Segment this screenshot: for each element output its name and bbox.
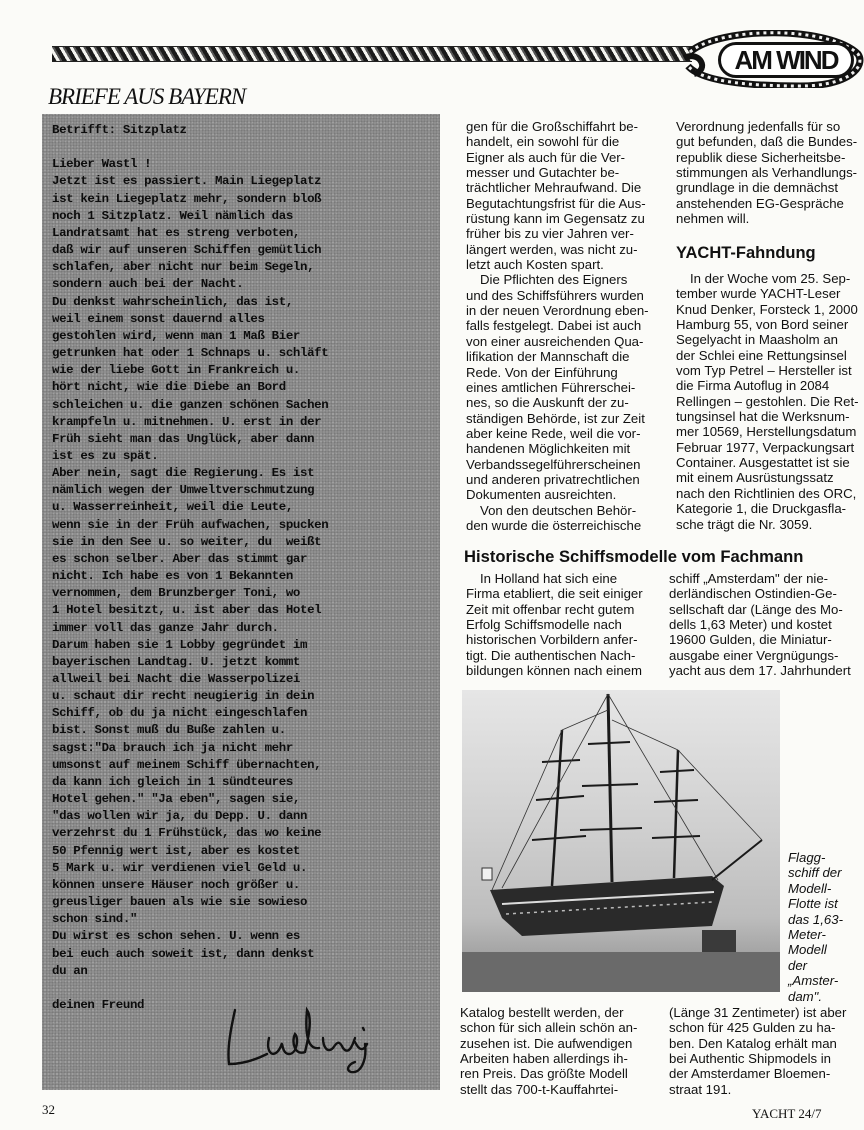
letter-line: 50 Pfennig wert ist, aber es kostet — [52, 843, 300, 858]
caption-line: Modell — [788, 942, 827, 958]
text-line: trächtlicher Mehraufwand. Die — [466, 180, 642, 196]
letter-line: allweil bei Nacht die Wasserpolizei — [52, 672, 300, 686]
text-line: von einer ausreichenden Qua- — [466, 333, 644, 349]
text-line: den wurde die österreichische — [466, 517, 642, 533]
letter-line: wenn sie in der Früh aufwachen, spucken — [52, 517, 329, 532]
text-line: tember wurde YACHT-Leser — [676, 286, 841, 302]
letter-line: Du wirst es schon sehen. U. wenn es — [52, 929, 300, 944]
text-line: die Firma Autoflug in 2084 — [676, 378, 830, 394]
text-line: schon für sich allein schön an- — [460, 1020, 638, 1036]
text-line: und anderen privatrechtlichen — [466, 471, 640, 487]
letter-line: u. schaut dir recht neugierig in dein — [52, 689, 315, 704]
signature-icon — [215, 998, 375, 1078]
text-line: bei Authentic Shipmodels in — [669, 1051, 832, 1067]
letter-line: 1 Hotel besitzt, u. ist aber das Hotel — [52, 603, 322, 618]
fahndung-text — [676, 271, 864, 532]
letter-line: nämlich wegen der Umweltverschmutzung — [52, 483, 315, 498]
text-line: grundlage in die demnächst — [676, 180, 839, 196]
text-line: handenen Möglichkeiten mit — [466, 441, 631, 457]
letter-line: weil einem sonst dauernd alles — [52, 311, 265, 326]
text-line: zusehen ist. Die aufwendigen — [460, 1035, 633, 1051]
am-wind-badge: AM WIND — [718, 42, 854, 78]
text-line: handelt, ein sowohl für die — [466, 134, 620, 150]
letter-line — [52, 980, 434, 997]
caption-line: Meter- — [788, 927, 826, 943]
letter-line: schon sind." — [52, 912, 138, 927]
letter-line: vernommen, dem Brunzberger Toni, wo — [52, 586, 300, 601]
letter-line: gestohlen wird, wenn man 1 Maß Bier — [52, 328, 300, 343]
text-line: ständigen Behörde, ist zur Zeit — [466, 410, 645, 426]
text-line: yacht aus dem 17. Jahrhundert — [669, 663, 851, 679]
letter-line — [52, 139, 434, 156]
text-line: Februar 1977, Verpackungsart — [676, 439, 855, 455]
text-line: mer 10569, Herstellungsdatum — [676, 424, 857, 440]
letter-line: können unsere Häuser noch größer u. — [52, 877, 300, 892]
text-line: schon für 425 Gulden zu ha- — [669, 1020, 836, 1036]
text-line: sellschaft dar (Länge des Mo- — [669, 601, 843, 617]
text-line: ausgabe einer Vergnügungs- — [669, 647, 839, 663]
text-line: Erfolg Schiffsmodelle nach — [466, 617, 622, 633]
letter-line: sondern auch bei der Nacht. — [52, 277, 244, 292]
letter-line: nicht. Ich habe es von 1 Bekannten — [52, 569, 293, 584]
text-line: Knud Denker, Forsteck 1, 2000 — [676, 301, 858, 317]
letter-line: daß wir auf unseren Schiffen gemütlich — [52, 243, 322, 258]
text-line: vom Typ Petrel – Hersteller ist — [676, 363, 852, 379]
letter-line: "das wollen wir ja, du Depp. U. dann — [52, 809, 308, 824]
text-line: Arbeiten haben allerdings ih- — [460, 1051, 628, 1067]
text-line: anstehenden EG-Gespräche — [676, 195, 844, 211]
fahndung-heading: YACHT-Fahndung — [676, 244, 816, 262]
rope-banner — [52, 46, 692, 62]
text-line: derländischen Ostindien-Ge- — [669, 586, 837, 602]
text-line: tungsinsel hat die Werksnum- — [676, 409, 850, 425]
letter-line: 5 Mark u. wir verdienen viel Geld u. — [52, 860, 308, 875]
letter-line: Betrifft: Sitzplatz — [52, 123, 187, 137]
text-line: aber keine Rede, weil die vor- — [466, 425, 641, 441]
letter-line: bayerischen Landtag. U. jetzt kommt — [52, 654, 300, 669]
text-line: nach den Richtlinien des ORC, — [676, 485, 857, 501]
text-line: Dokumenten ausreichten. — [466, 487, 617, 503]
letter-line: es schon selber. Aber das stimmt gar — [52, 551, 308, 566]
letter-line: Du denkst wahrscheinlich, das ist, — [52, 294, 293, 309]
text-line: sche trägt die Nr. 3059. — [676, 516, 813, 532]
letter-line: umsonst auf meinem Schiff übernachten, — [52, 757, 322, 772]
letter-line: du an — [52, 963, 88, 978]
ship-model-icon — [462, 690, 780, 992]
text-line: längert werden, was nicht zu- — [466, 241, 638, 257]
caption-line: das 1,63- — [788, 911, 843, 927]
text-line: und des Schiffsführers wurden — [466, 287, 644, 303]
letter-line: u. Wasserreinheit, weil die Leute, — [52, 500, 293, 515]
text-line: Eigner als auch für die Ver- — [466, 149, 626, 165]
typewritten-letter — [42, 114, 440, 1090]
caption-line: Flagg- — [788, 850, 826, 865]
text-line: Rellingen – gestohlen. Die Ret- — [676, 393, 859, 409]
text-line: schiff „Amsterdam" der nie- — [669, 571, 829, 586]
text-line: Verordnung jedenfalls für so — [676, 119, 841, 134]
caption-line: der — [788, 957, 808, 973]
letter-line: Lieber Wastl ! — [52, 157, 152, 172]
text-line: Verbandssegelführerscheinen — [466, 456, 641, 472]
modelle-text-col2 — [669, 571, 864, 678]
letter-line: schlafen, aber nicht nur beim Segeln, — [52, 260, 315, 275]
text-line: gen für die Großschiffahrt be- — [466, 119, 639, 134]
text-line: dells 1,63 Meter) und kostet — [669, 617, 832, 633]
letter-line: verzehrst du 1 Frühstück, das wo keine — [52, 826, 322, 841]
text-line: historischen Vorbildern anfer- — [466, 632, 638, 648]
text-line: ren Preis. Das größte Modell — [460, 1066, 628, 1082]
text-line: nehmen will. — [676, 211, 750, 227]
caption-line: Flotte ist — [788, 896, 838, 912]
letter-line: getrunken hat oder 1 Schnaps u. schläft — [52, 346, 329, 361]
text-line: In Holland hat sich eine — [480, 571, 618, 586]
photo-caption — [788, 850, 858, 1004]
letter-line: Aber nein, sagt die Regierung. Es ist — [52, 466, 315, 481]
letter-line: Jetzt ist es passiert. Main Liegeplatz — [52, 174, 322, 189]
text-line: 19600 Gulden, die Miniatur- — [669, 632, 832, 648]
text-line: messer und Gutachter be- — [466, 165, 620, 181]
page-number: 32 — [42, 1102, 55, 1117]
section-title: BRIEFE AUS BAYERN — [48, 84, 246, 109]
text-line: straat 191. — [669, 1081, 732, 1097]
letter-line: bist. Sonst muß du Buße zahlen u. — [52, 723, 286, 738]
letter-line: Hotel gehen." "Ja eben", sagen sie, — [52, 792, 300, 807]
text-line: ben. Den Katalog erhält man — [669, 1035, 837, 1051]
text-line: rüstung kann im Gegensatz zu — [466, 211, 645, 227]
text-line: Begutachtungsfrist für die Aus- — [466, 195, 646, 211]
letter-line: noch 1 Sitzplatz. Weil nämlich das — [52, 208, 293, 223]
text-line: In der Woche vom 25. Sep- — [690, 271, 851, 286]
letter-line: hört nicht, wie die Diebe an Bord — [52, 380, 286, 395]
ship-model-photo — [462, 690, 780, 992]
text-line: der Amsterdamer Bloemen- — [669, 1066, 831, 1082]
magazine-issue: YACHT 24/7 — [752, 1106, 822, 1121]
letter-line: immer voll das ganze Jahr durch. — [52, 620, 279, 635]
text-line: Von den deutschen Behör- — [480, 502, 637, 518]
text-line: gut befunden, daß die Bundes- — [676, 134, 858, 150]
text-line: der Schlei eine Rettungsinsel — [676, 347, 847, 363]
caption-line: schiff der — [788, 865, 842, 881]
letter-line: Landratsamt hat es streng verboten, — [52, 225, 300, 240]
letter-line: Früh sieht man das Unglück, aber dann — [52, 431, 315, 446]
text-line: (Länge 31 Zentimeter) ist aber — [669, 1005, 847, 1020]
modelle-text-col1 — [466, 571, 660, 678]
letter-line: Schiff, ob du ja nicht eingeschlafen — [52, 706, 308, 721]
letter-line: da kann ich gleich in 1 sündteures — [52, 774, 293, 789]
text-line: Kategorie 1, die Druckgasfla- — [676, 501, 847, 517]
text-line: lifikation der Mannschaft die — [466, 349, 630, 365]
text-line: Die Pflichten des Eigners — [480, 272, 628, 288]
letter-line: ist kein Liegeplatz mehr, sondern bloß — [52, 191, 322, 206]
letter-line: ist es zu spät. — [52, 448, 159, 463]
text-line: stimmungen als Verhandlungs- — [676, 165, 858, 181]
letter-line: krampfeln u. mitnehmen. U. erst in der — [52, 414, 322, 429]
text-line: Hamburg 55, von Bord seiner — [676, 317, 849, 333]
modelle-heading: Historische Schiffsmodelle vom Fachmann — [464, 547, 804, 566]
letter-line: sagst:"Da brauch ich ja nicht mehr — [52, 740, 293, 755]
text-line: eines amtlichen Führerschei- — [466, 379, 636, 395]
text-line: Segelyacht in Maasholm an — [676, 332, 839, 348]
text-line: stellt das 700-t-Kauffahrtei- — [460, 1081, 619, 1097]
text-line: Zeit mit offenbar recht gutem — [466, 601, 635, 617]
text-line: letzt auch Kosten spart. — [466, 257, 604, 273]
letter-line: wie der liebe Gott in Frankreich u. — [52, 363, 300, 378]
text-line: mit einem Ausrüstungssatz — [676, 470, 834, 486]
letter-line: bei euch auch soweit ist, dann denkst — [52, 946, 315, 961]
letter-line: schleichen u. die ganzen schönen Sachen — [52, 397, 329, 412]
letter-line: sie in den See u. so weiter, du weißt — [52, 534, 322, 549]
text-line: Katalog bestellt werden, der — [460, 1005, 624, 1020]
text-line: früher bis zu vier Jahren ver- — [466, 226, 634, 242]
letter-line: Darum haben sie 1 Lobby gegründet im — [52, 637, 308, 652]
letter-line: deinen Freund — [52, 997, 145, 1012]
text-column-a — [466, 119, 660, 533]
text-line: in der neuen Verordnung eben- — [466, 303, 649, 319]
text-line: falls festgelegt. Dabei ist auch — [466, 318, 642, 334]
text-line: Firma etabliert, die seit einiger — [466, 586, 643, 602]
modelle-text-col2-bottom — [669, 1005, 864, 1097]
text-line: Rede. Von der Einführung — [466, 364, 618, 380]
text-column-b — [676, 119, 864, 226]
text-line: republik diese Sicherheitsbe- — [676, 149, 846, 165]
text-line: bildungen können nach einem — [466, 663, 642, 679]
text-line: tigt. Die authentischen Nach- — [466, 647, 636, 663]
modelle-text-col1-bottom — [460, 1005, 655, 1097]
caption-line: „Amster- — [788, 973, 839, 989]
text-line: Container. Ausgestattet ist sie — [676, 455, 850, 471]
caption-line: dam". — [788, 988, 822, 1004]
caption-line: Modell- — [788, 880, 832, 896]
letter-line: greusliger bauen als wie sie sowieso — [52, 895, 308, 910]
text-line: nes, so die Auskunft der zu- — [466, 395, 629, 411]
